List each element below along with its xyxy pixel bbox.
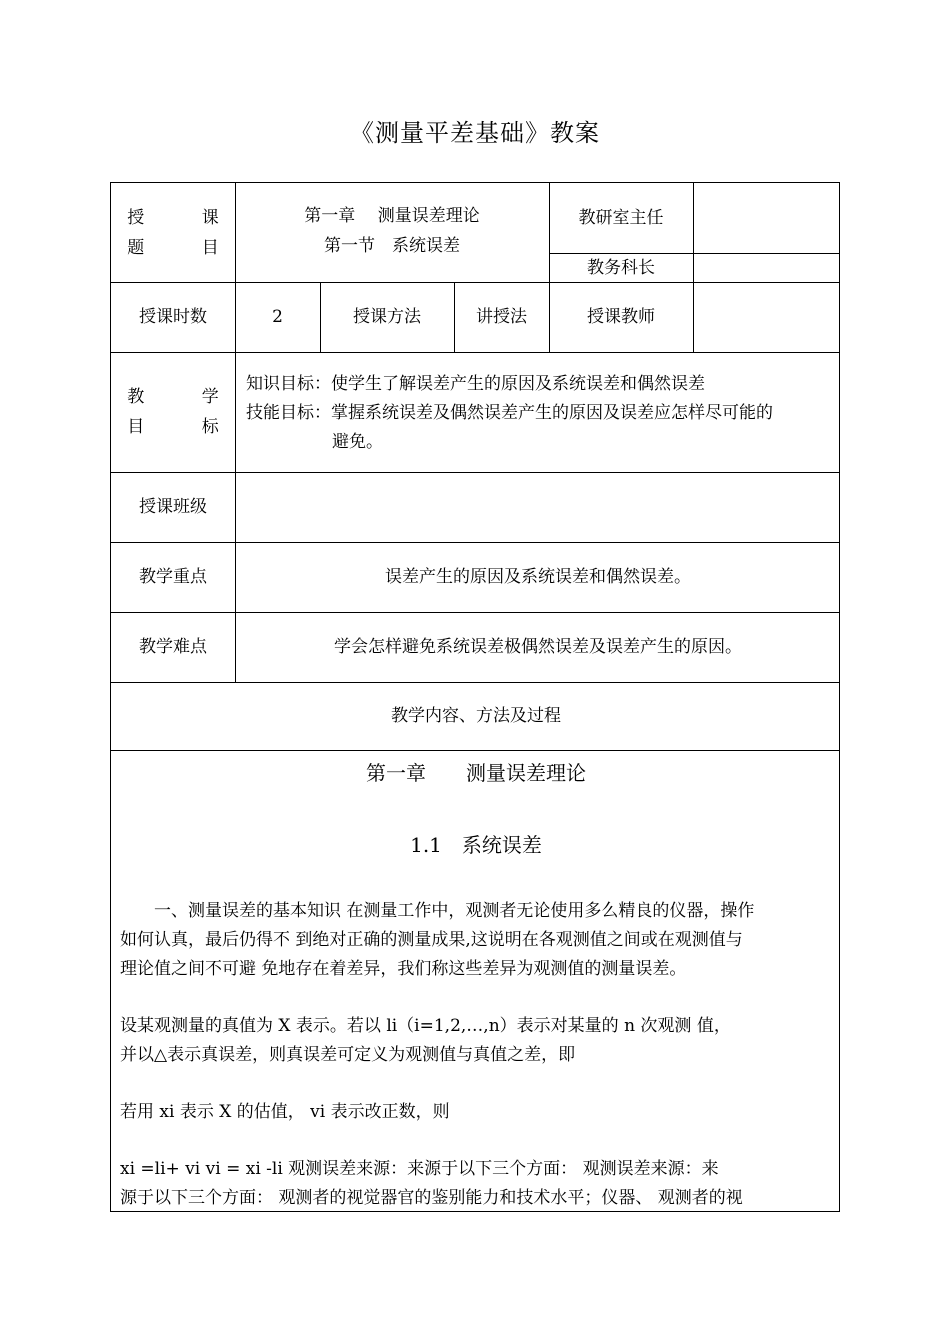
director-value <box>693 183 840 253</box>
class-value <box>235 472 840 542</box>
paragraph-line: 设某观测量的真值为 X 表示。若以 li（i=1,2,…,n）表示对某量的 n 次观测 值， <box>120 1016 731 1036</box>
chapter-heading <box>120 758 832 788</box>
subject-chapter: 第一章 测量误差理论 <box>304 205 480 226</box>
section-heading <box>120 830 832 860</box>
skill-goal-continuation: 避免。 <box>332 432 383 452</box>
skill-goal-key: 技能目标： <box>246 403 331 423</box>
difficulty-label: 教学难点 <box>139 637 207 657</box>
paragraph-line: 一、测量误差的基本知识 在测量工作中，观测者无论使用多么精良的仪器，操作 <box>120 901 755 921</box>
director-label: 教研室主任 <box>578 208 664 228</box>
goal-label-line-2: 目 标 <box>127 417 245 437</box>
difficulty-value: 学会怎样避免系统误差极偶然误差及误差产生的原因。 <box>334 637 742 657</box>
method-value: 讲授法 <box>476 307 527 327</box>
dean-value <box>693 253 840 282</box>
hours-label: 授课时数 <box>139 307 207 327</box>
document-title: 《测量平差基础》教案 <box>350 119 600 147</box>
knowledge-goal <box>246 370 836 399</box>
goal-label <box>111 352 245 472</box>
skill-goal-text: 掌握系统误差及偶然误差产生的原因及误差应怎样尽可能的 <box>331 403 773 423</box>
teacher-label: 授课教师 <box>587 307 655 327</box>
subject-label-line-2: 题 目 <box>127 237 245 258</box>
teacher-value <box>693 282 840 352</box>
knowledge-goal-text: 使学生了解误差产生的原因及系统误差和偶然误差 <box>331 374 705 394</box>
paragraph-error-sources <box>120 1155 832 1213</box>
hours-value: 2 <box>272 307 283 327</box>
chapter-heading-text: 第一章 测量误差理论 <box>366 761 586 785</box>
paragraph-line: 若用 xi 表示 X 的估值， vi 表示改正数，则 <box>120 1102 450 1122</box>
method-label: 授课方法 <box>353 307 421 327</box>
dean-label: 教务科长 <box>587 257 655 278</box>
subject-label <box>111 183 245 282</box>
paragraph-line: 源于以下三个方面： 观测者的视觉器官的鉴别能力和技术水平；仪器、 观测者的视 <box>120 1188 743 1208</box>
paragraph-line: xi =li+ vi vi = xi -li 观测误差来源：来源于以下三个方面： 观测误差来源：来 <box>120 1159 719 1179</box>
teaching-goals <box>246 370 836 457</box>
paragraph-true-error <box>120 1012 832 1070</box>
knowledge-goal-key: 知识目标： <box>246 374 331 394</box>
paragraph-estimate <box>120 1098 832 1127</box>
section-heading-text: 1.1 系统误差 <box>410 833 542 857</box>
paragraph-line: 如何认真，最后仍得不 到绝对正确的测量成果,这说明在各观测值之间或在观测值与 <box>120 930 743 950</box>
skill-goal <box>246 399 836 428</box>
subject-label-line-1: 授 课 <box>127 207 245 228</box>
subject-value <box>235 183 549 282</box>
process-header: 教学内容、方法及过程 <box>391 706 561 726</box>
focus-value: 误差产生的原因及系统误差和偶然误差。 <box>385 567 691 587</box>
paragraph-basics <box>120 897 832 984</box>
paragraph-line: 理论值之间不可避 免地存在着差异，我们称这些差异为观测值的测量误差。 <box>120 959 687 979</box>
goal-label-line-1: 教 学 <box>127 387 245 407</box>
paragraph-line: 并以△表示真误差，则真误差可定义为观测值与真值之差，即 <box>120 1045 576 1065</box>
subject-section: 第一节 系统误差 <box>324 235 460 256</box>
focus-label: 教学重点 <box>139 567 207 587</box>
class-label: 授课班级 <box>139 497 207 517</box>
